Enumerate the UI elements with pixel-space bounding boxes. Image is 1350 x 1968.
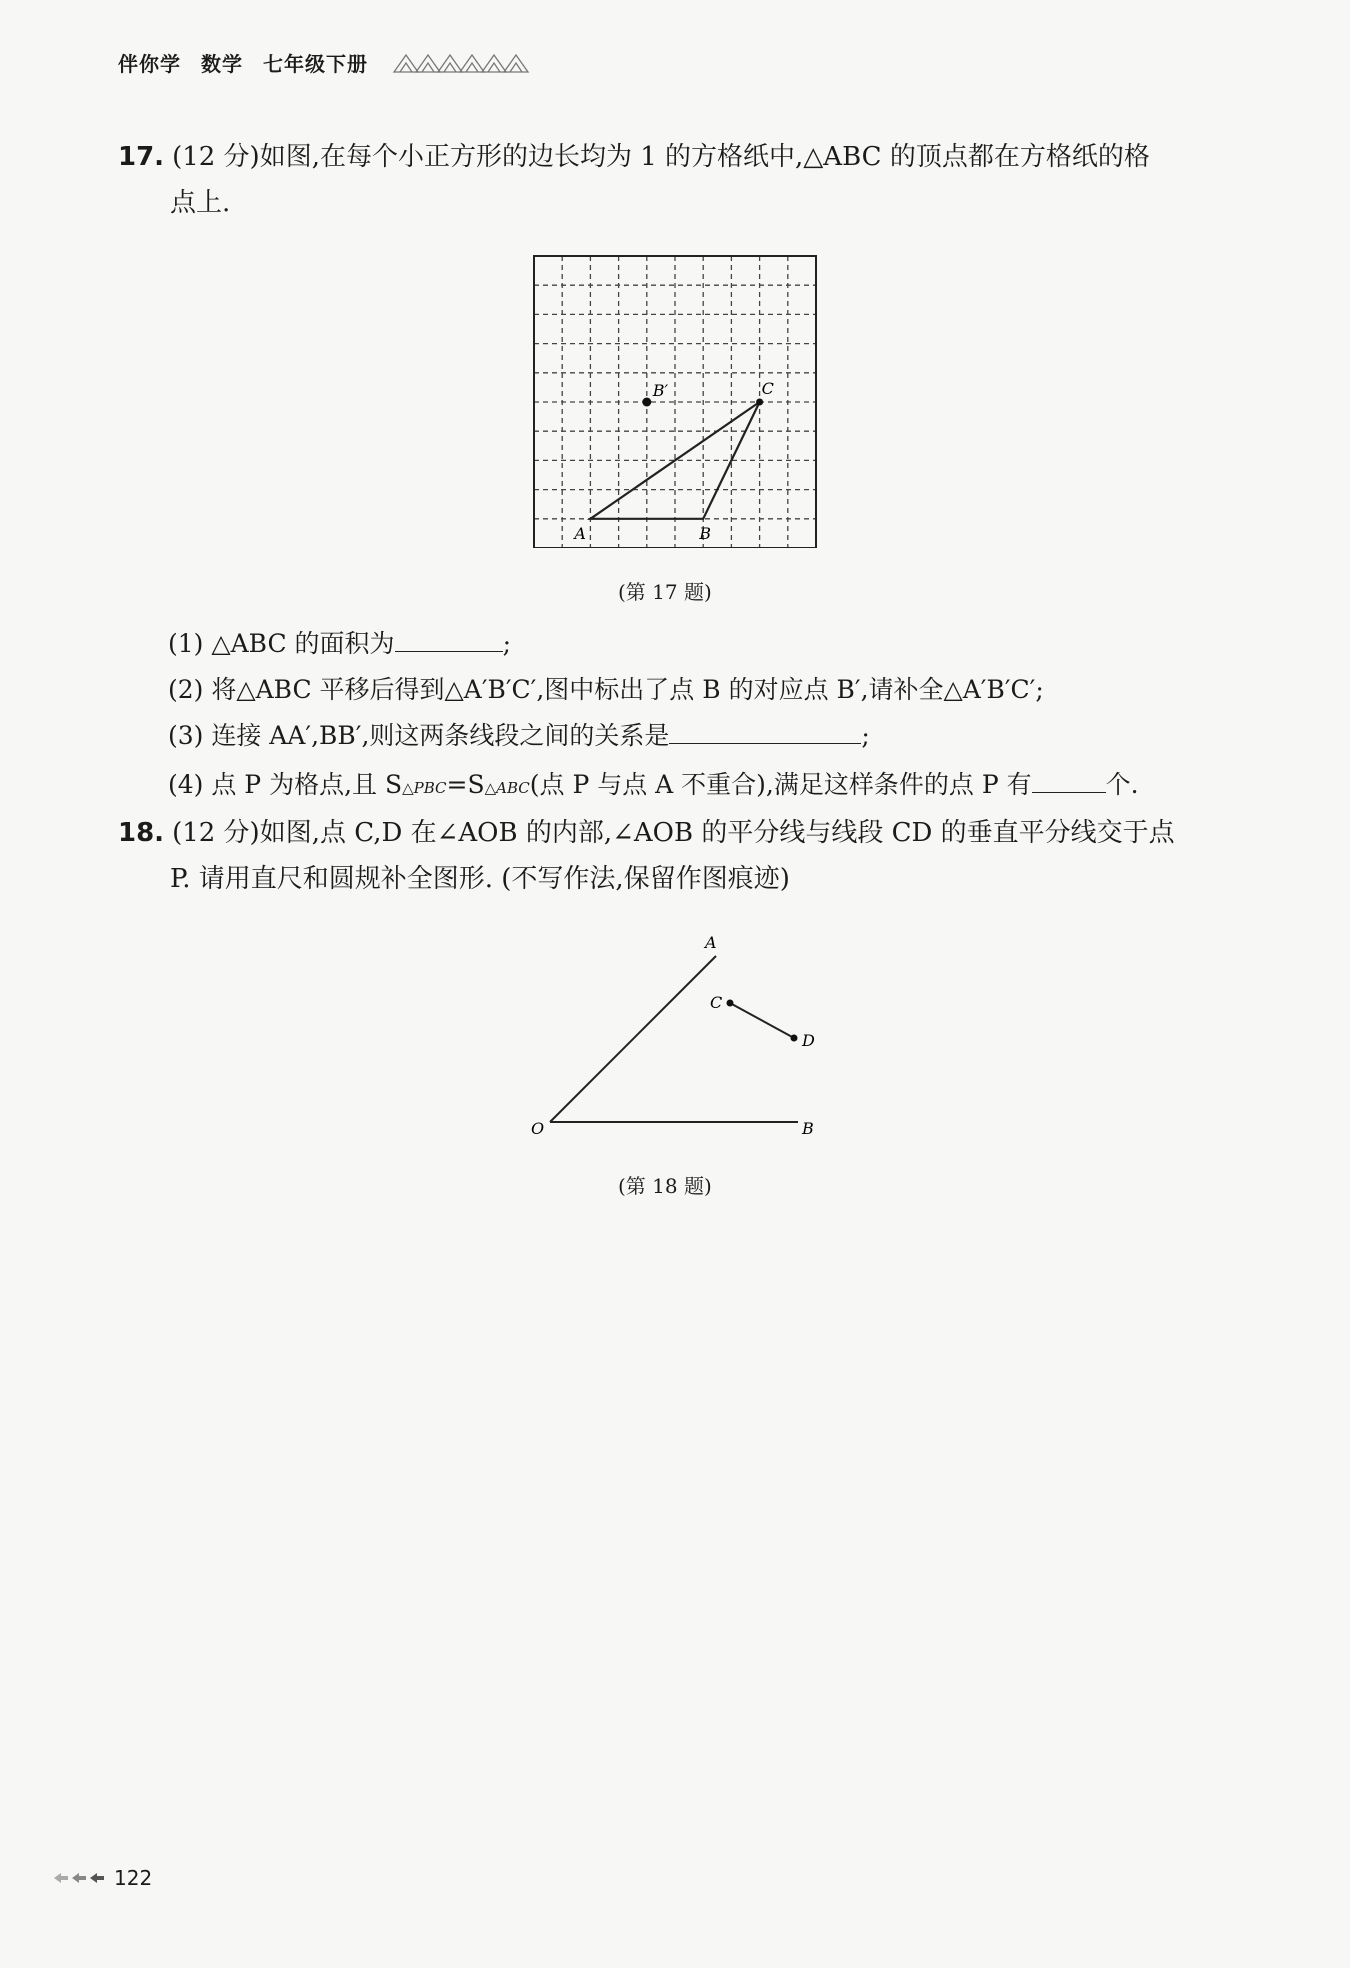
q17-sub1: (1) △ABC 的面积为 ; — [168, 621, 511, 667]
q17-sub4: (4) 点 P 为格点,且 S△PBC=S△ABC(点 P 与点 A 不重合),满足这样条件的点 P 有 个. — [168, 762, 1139, 811]
question-17 — [118, 134, 1248, 226]
figure-18-angle — [520, 928, 840, 1148]
point-c — [756, 399, 763, 406]
label-c: C — [710, 993, 723, 1012]
grid-lines — [534, 256, 816, 548]
question-18-line1 — [118, 810, 1248, 856]
answer-blank-3[interactable] — [669, 713, 861, 744]
label-a: A — [574, 523, 586, 543]
ray-oa — [550, 956, 716, 1122]
answer-blank-4[interactable] — [1032, 762, 1106, 793]
question-number: 17. — [118, 142, 165, 172]
page-header — [118, 48, 532, 77]
book-title: 伴你学 — [118, 52, 181, 76]
triangle-pattern-icon — [392, 52, 532, 74]
answer-blank-1[interactable] — [395, 621, 503, 652]
grade-label: 七年级下册 — [263, 52, 368, 76]
q17-sub3: (3) 连接 AA′,BB′,则这两条线段之间的关系是 ; — [168, 713, 870, 759]
segment-cd — [730, 1003, 794, 1038]
page-number: 122 — [114, 1866, 153, 1890]
point-c — [727, 1000, 734, 1007]
page-footer — [52, 1866, 152, 1890]
question-number: 18. — [118, 818, 165, 848]
figure-18-caption: (第 18 题) — [618, 1174, 712, 1198]
label-c: C — [761, 379, 774, 398]
question-17-line2: 点上. — [170, 188, 231, 218]
figure-17-grid — [526, 248, 826, 548]
question-18-text: (12 分)如图,点 C,D 在∠AOB 的内部,∠AOB 的平分线与线段 CD 的垂直平分线交于点 — [172, 818, 1175, 848]
subject-label: 数学 — [201, 52, 243, 76]
label-d: D — [802, 1031, 815, 1050]
q17-sub2: (2) 将△ABC 平移后得到△A′B′C′,图中标出了点 B 的对应点 B′,请补全△A′B′C′; — [168, 675, 1044, 704]
label-b-prime: B′ — [652, 381, 669, 400]
question-18 — [118, 810, 1248, 902]
label-a: A — [705, 933, 717, 952]
question-17-line1 — [118, 134, 1248, 180]
point-d — [791, 1035, 798, 1042]
label-b: B — [699, 523, 711, 543]
point-b-prime — [642, 398, 651, 407]
figure-17-caption: (第 17 题) — [618, 580, 712, 604]
question-17-text: (12 分)如图,在每个小正方形的边长均为 1 的方格纸中,△ABC 的顶点都在方格纸的格 — [172, 142, 1150, 172]
arrow-left-icon — [52, 1871, 108, 1885]
label-b: B — [802, 1119, 814, 1138]
label-o: O — [531, 1119, 545, 1138]
question-18-line2: P. 请用直尺和圆规补全图形. (不写作法,保留作图痕迹) — [170, 864, 790, 894]
